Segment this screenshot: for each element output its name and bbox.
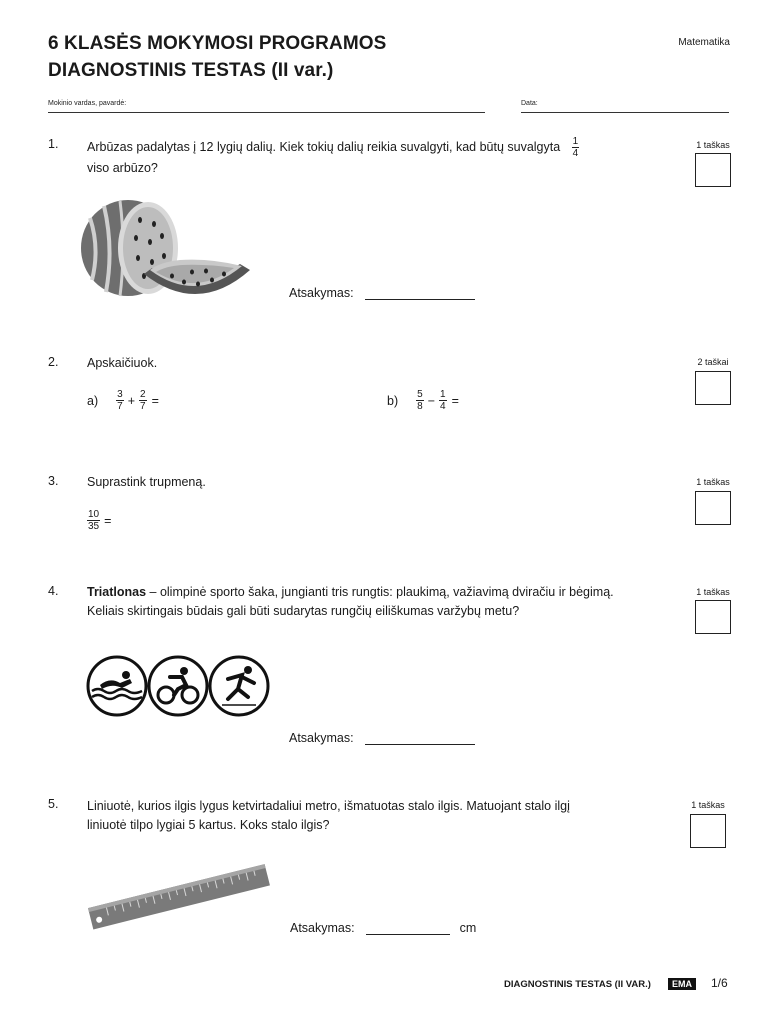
ema-badge: EMA <box>668 978 696 990</box>
question-1-score-box[interactable] <box>695 153 731 187</box>
fraction-one-quarter: $\frac{1}{4}$ <box>572 136 579 159</box>
fraction-b2: $\frac{1}{4}$ <box>440 389 446 412</box>
question-2-part-a: a) $\frac{3}{7}$ + $\frac{2}{7}$ = <box>87 389 159 412</box>
triathlon-icons <box>86 655 270 719</box>
fraction-a2: $\frac{2}{7}$ <box>140 389 146 412</box>
page-number: 1/6 <box>711 976 728 990</box>
footer-test-name: DIAGNOSTINIS TESTAS (II VAR.) <box>504 979 651 990</box>
swimming-icon <box>88 657 146 715</box>
question-1-points: 1 taškas <box>696 140 730 150</box>
question-4-score-box[interactable] <box>695 600 731 634</box>
question-4-answer <box>289 730 475 745</box>
question-2-part-b: b) $\frac{5}{8}$ − $\frac{1}{4}$ = <box>387 389 459 412</box>
subject-label: Matematika <box>678 37 730 48</box>
fraction-b1: $\frac{5}{8}$ <box>417 389 423 412</box>
question-1-text <box>87 136 647 178</box>
cycling-icon <box>149 657 207 715</box>
question-3-text: Suprastink trupmeną. <box>87 475 206 489</box>
triathlon-term: Triatlonas <box>87 585 147 599</box>
fraction-ten-thirtyfive: $\frac{10}{35}$ <box>88 509 100 532</box>
question-4-text: Triatlonas – olimpinė sporto šaka, jungianti tris rungtis: plaukimą, važiavimą dviračiu ir bėgimą. Keliais skirtingais būdais gali būti sudarytas rungčių eiliškumas varžybų metu? <box>87 585 614 618</box>
question-1-text-b: viso arbūzo? <box>87 161 158 175</box>
question-2-score-box[interactable] <box>695 371 731 405</box>
unit-label: cm <box>459 921 477 935</box>
ruler-image <box>84 864 272 930</box>
student-name-label: Mokinio vardas, pavardė: <box>48 100 127 107</box>
question-3-number: 3. <box>48 474 59 488</box>
question-3-score-box[interactable] <box>695 491 731 525</box>
title-line-1: 6 KLASĖS MOKYMOSI PROGRAMOS <box>48 33 387 54</box>
answer-label: Atsakymas: <box>290 921 355 935</box>
question-4-answer-field[interactable] <box>365 730 475 745</box>
question-3-points: 1 taškas <box>696 477 730 487</box>
question-3-expression: $\frac{10}{35}$ = <box>88 509 112 532</box>
date-field[interactable] <box>521 112 729 113</box>
question-2-text: Apskaičiuok. <box>87 356 158 370</box>
question-5-answer-field[interactable] <box>366 920 450 935</box>
watermelon-image <box>80 198 252 302</box>
question-5-text: Liniuotė, kurios ilgis lygus ketvirtadaliui metro, išmatuotas stalo ilgis. Matuojant stalo ilgį liniuotė tilpo lygiai 5 kartus. Koks stalo ilgis? <box>87 799 570 832</box>
answer-label: Atsakymas: <box>289 731 354 745</box>
question-2-points: 2 taškai <box>697 357 729 367</box>
date-label: Data: <box>521 100 538 107</box>
question-4-points: 1 taškas <box>696 587 730 597</box>
question-5-score-box[interactable] <box>690 814 726 848</box>
question-5-points: 1 taškas <box>691 800 725 810</box>
question-5-number: 5. <box>48 797 59 811</box>
running-icon <box>210 657 268 715</box>
question-4-number: 4. <box>48 584 59 598</box>
question-2-number: 2. <box>48 355 59 369</box>
part-b-label: b) <box>387 393 399 408</box>
question-1-number: 1. <box>48 137 59 151</box>
page-title <box>48 30 386 84</box>
answer-label: Atsakymas: <box>289 286 354 300</box>
title-line-2: DIAGNOSTINIS TESTAS (II var.) <box>48 60 334 81</box>
question-1-text-a: Arbūzas padalytas į 12 lygių dalių. Kiek tokių dalių reikia suvalgyti, kad būtų suvalgyta <box>87 139 561 154</box>
part-a-label: a) <box>87 393 99 408</box>
question-5-answer <box>290 920 476 935</box>
student-name-field[interactable] <box>48 112 485 113</box>
question-1-answer-field[interactable] <box>365 285 475 300</box>
question-1-answer <box>289 285 475 300</box>
fraction-a1: $\frac{3}{7}$ <box>117 389 123 412</box>
